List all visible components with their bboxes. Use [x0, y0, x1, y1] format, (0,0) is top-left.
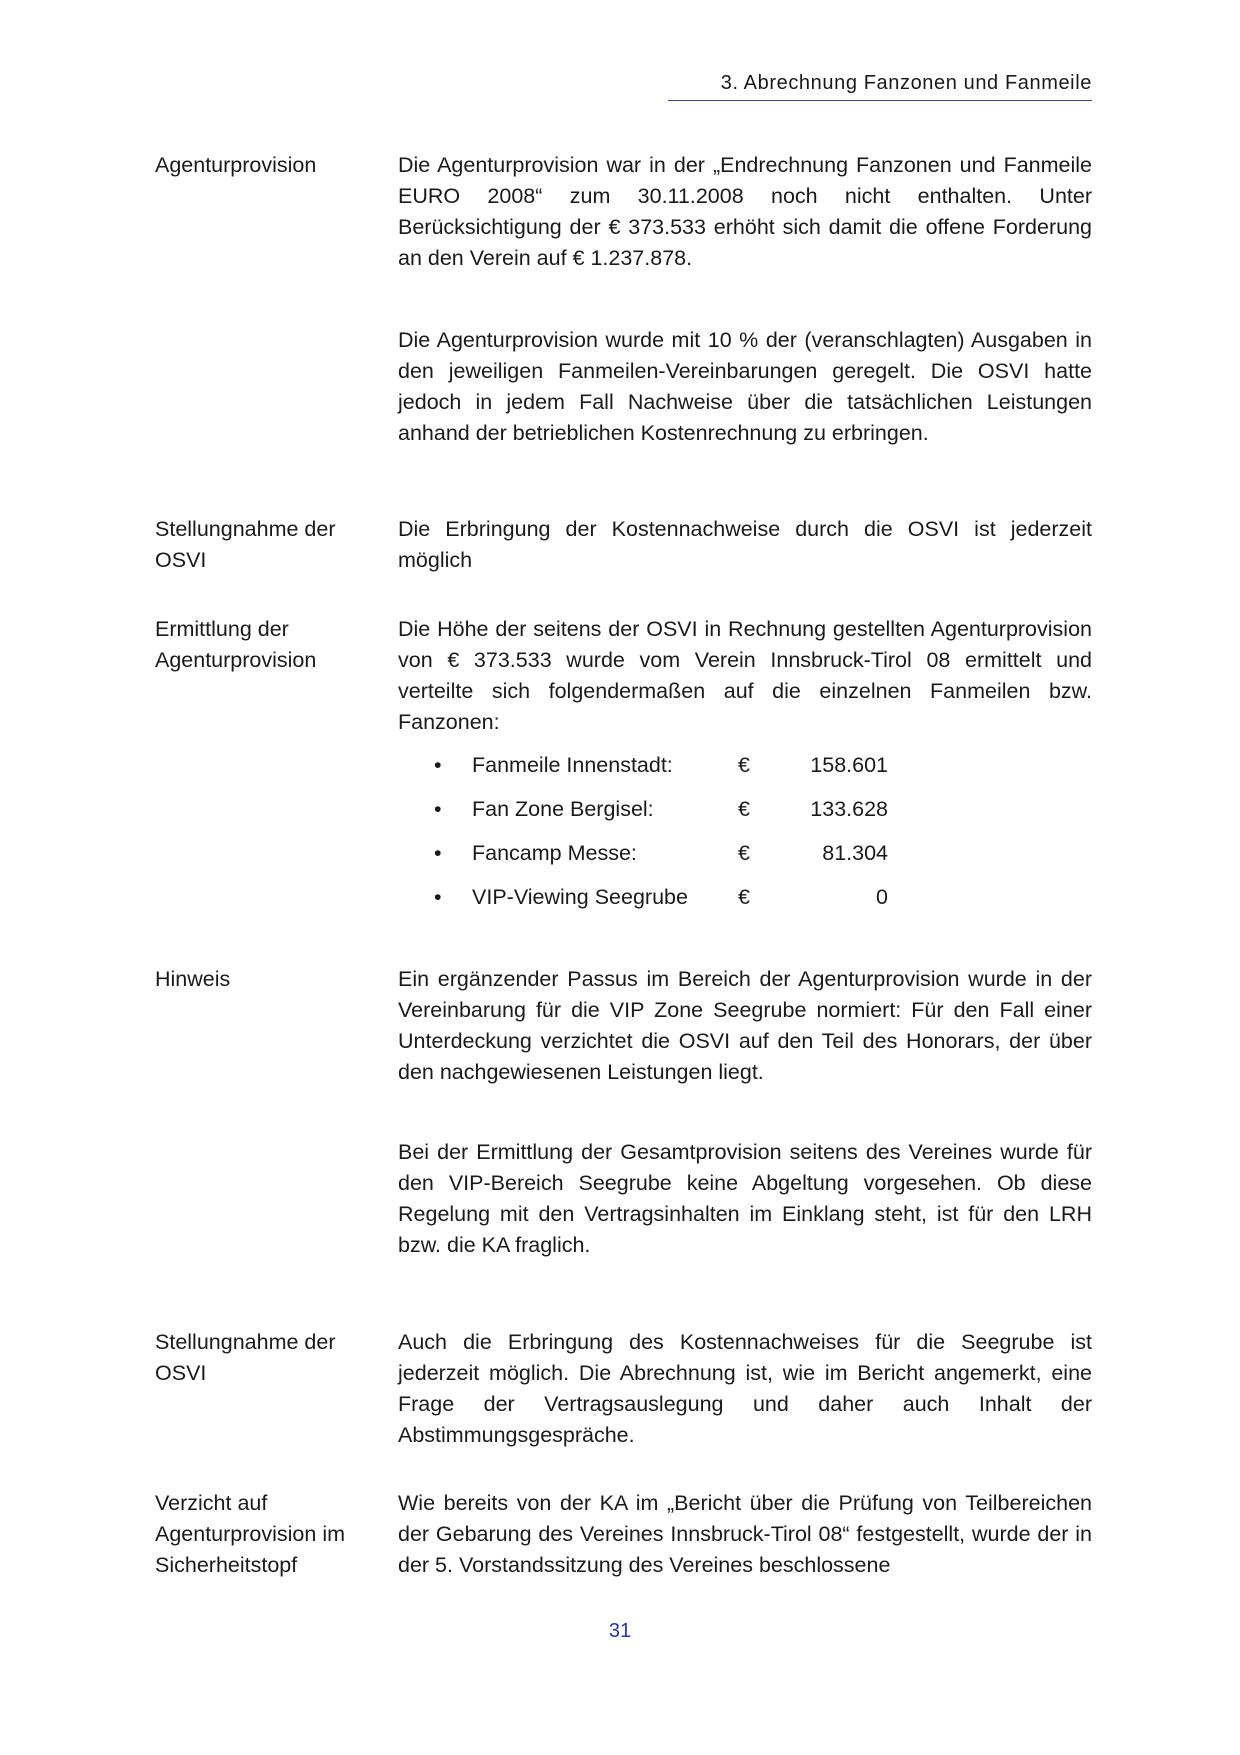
margin-label-agenturprovision: Agenturprovision: [155, 153, 317, 177]
paragraph-stellungnahme-1: Die Erbringung der Kostennachweise durch die OSVI ist jederzeit möglich: [398, 517, 1092, 572]
fee-item-name: Fan Zone Bergisel:: [472, 797, 654, 821]
list-item: [430, 743, 910, 787]
paragraph-agenturprovision-1: Die Agenturprovision war in der „Endrechnung Fanzonen und Fanmeile EURO 2008“ zum 30.11.2008 noch nicht enthalten. Unter Berücksichtigung der € 373.533 erhöht sich damit die offene Forderung an den Verein auf € 1.237.878.: [398, 153, 1092, 270]
paragraph-ermittlung: Die Höhe der seitens der OSVI in Rechnung gestellten Agenturprovision von € 373.533 wurde vom Verein Innsbruck-Tirol 08 ermittelt und verteilte sich folgendermaßen auf die einzelnen Fanmeilen bzw. Fanzonen:: [398, 617, 1092, 734]
fee-item-amount: 133.628: [810, 797, 888, 821]
currency-symbol: €: [738, 885, 750, 909]
fee-item-name: Fanmeile Innenstadt:: [472, 753, 673, 777]
agency-fee-list: [430, 743, 910, 919]
margin-label-ermittlung: Ermittlung der Agenturprovision: [155, 617, 317, 672]
currency-symbol: €: [738, 841, 750, 865]
margin-label-verzicht: Verzicht auf Agenturprovision im Sicherheitstopf: [155, 1491, 346, 1577]
paragraph-verzicht: Wie bereits von der KA im „Bericht über die Prüfung von Teilbereichen der Gebarung des Vereines Innsbruck-Tirol 08“ festgestellt, wurde der in der 5. Vorstandssitzung des Vereines beschlossene: [398, 1491, 1092, 1577]
list-item: [430, 831, 910, 875]
fee-item-amount: 158.601: [810, 753, 888, 777]
fee-item-name: VIP-Viewing Seegrube: [472, 885, 688, 909]
margin-label-stellungnahme-2: Stellungnahme der OSVI: [155, 1330, 336, 1385]
paragraph-stellungnahme-2: Auch die Erbringung des Kostennachweises für die Seegrube ist jederzeit möglich. Die Abrechnung ist, wie im Bericht angemerkt, eine Frage der Vertragsauslegung und daher auch Inhalt der Abstimmungsgespräche.: [398, 1330, 1092, 1447]
bullet-marker: •: [434, 753, 442, 777]
bullet-marker: •: [434, 885, 442, 909]
fee-item-amount: 81.304: [822, 841, 888, 865]
margin-label-hinweis: Hinweis: [155, 967, 231, 991]
page-number: 31: [608, 1620, 632, 1642]
list-item: [430, 875, 910, 919]
paragraph-agenturprovision-2: Die Agenturprovision wurde mit 10 % der (veranschlagten) Ausgaben in den jeweiligen Fanmeilen-Vereinbarungen geregelt. Die OSVI hatte jedoch in jedem Fall Nachweise über die tatsächlichen Leistungen anhand der betrieblichen Kostenrechnung zu erbringen.: [398, 328, 1092, 445]
running-header-title: 3. Abrechnung Fanzonen und Fanmeile: [720, 72, 1092, 94]
list-item: [430, 787, 910, 831]
fee-item-name: Fancamp Messe:: [472, 841, 637, 865]
currency-symbol: €: [738, 753, 750, 777]
header-divider: [668, 100, 1092, 101]
bullet-marker: •: [434, 797, 442, 821]
currency-symbol: €: [738, 797, 750, 821]
paragraph-hinweis-2: Bei der Ermittlung der Gesamtprovision seitens des Vereines wurde für den VIP-Bereich Seegrube keine Abgeltung vorgesehen. Ob diese Regelung mit den Vertragsinhalten im Einklang steht, ist für den LRH bzw. die KA fraglich.: [398, 1140, 1092, 1257]
bullet-marker: •: [434, 841, 442, 865]
fee-item-amount: 0: [876, 885, 888, 909]
margin-label-stellungnahme-1: Stellungnahme der OSVI: [155, 517, 336, 572]
paragraph-hinweis-1: Ein ergänzender Passus im Bereich der Agenturprovision wurde in der Vereinbarung für die VIP Zone Seegrube normiert: Für den Fall einer Unterdeckung verzichtet die OSVI auf den Teil des Honorars, der über den nachgewiesenen Leistungen liegt.: [398, 967, 1092, 1084]
